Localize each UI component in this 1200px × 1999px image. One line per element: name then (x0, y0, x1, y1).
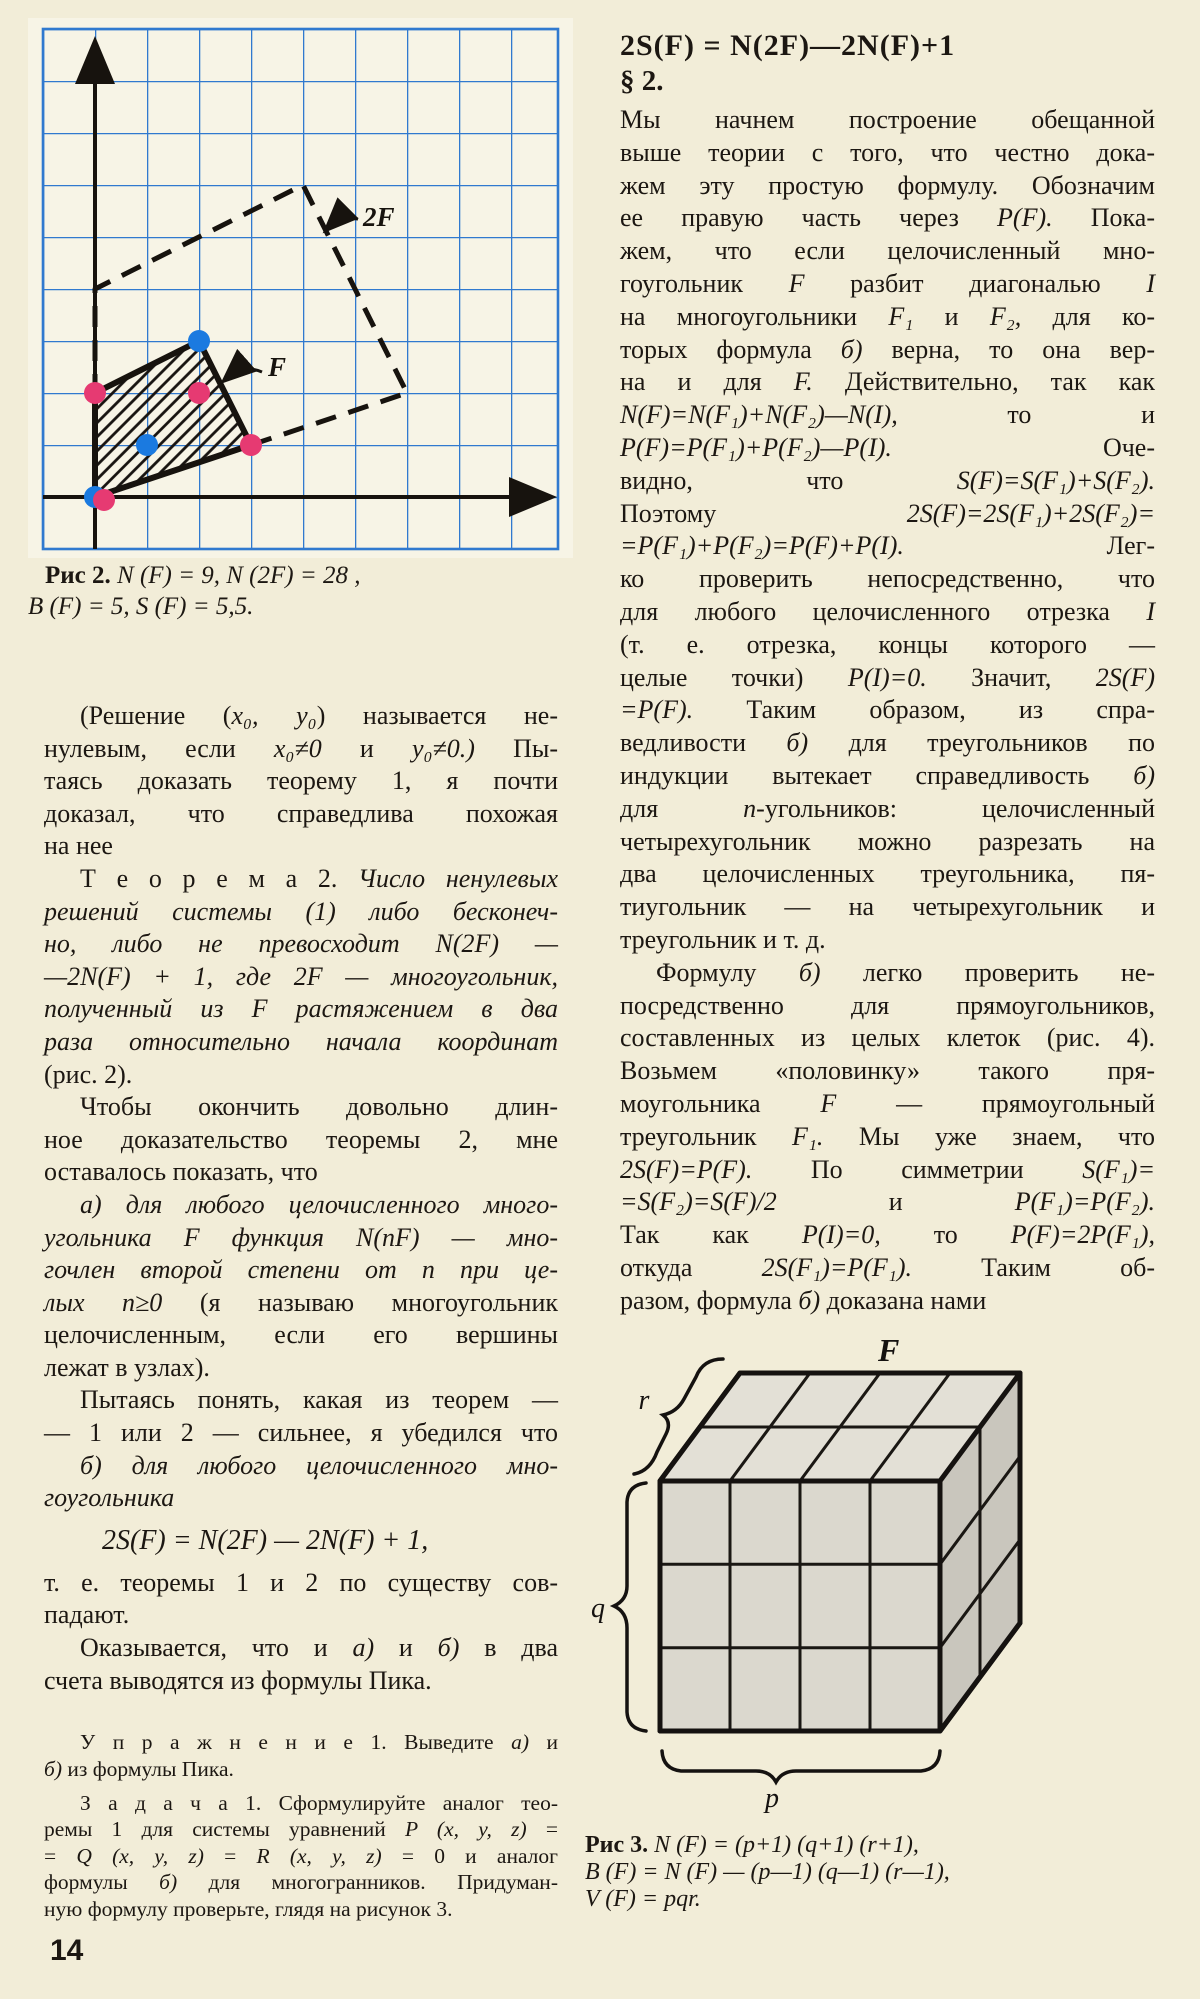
text-line: (т. е. отрезка, концы которого — (620, 629, 1155, 659)
lattice-dot-pink (84, 382, 106, 404)
text-line: тиугольник — на четырехугольник и (620, 892, 1155, 922)
text-line: гочлен второй степени от n при це- (44, 1255, 558, 1285)
text-line: для n-угольников: целочисленный (620, 793, 1155, 823)
text-line: —2N(F) + 1, где 2F — многоугольник, (44, 961, 558, 991)
text-line: т. е. теоремы 1 и 2 по существу сов- (44, 1567, 558, 1597)
text-line: б) для любого целочисленного мно- (80, 1450, 558, 1480)
text-line: доказал, что справедлива похожая (44, 798, 558, 828)
text-line: два целочисленных треугольника, пя- (620, 859, 1155, 889)
text-line: видно, что S(F)=S(F₁)+S(F₂). (620, 465, 1155, 495)
label-p: p (765, 1783, 779, 1814)
text-line: 2S(F)=P(F). По симметрии S(F₁)= (620, 1154, 1155, 1184)
text-line: (рис. 2). (44, 1059, 133, 1089)
text-line: посредственно для прямоугольников, (620, 990, 1155, 1020)
text-line: ное доказательство теоремы 2, мне (44, 1124, 558, 1154)
right-column (620, 28, 1155, 1317)
text-line: гоугольника (44, 1483, 175, 1513)
text-line: =S(F₂)=S(F)/2 и P(F₁)=P(F₂). (620, 1187, 1155, 1217)
text-line: на нее (44, 831, 113, 861)
text-line: B (F) = 5, S (F) = 5,5. (28, 593, 254, 620)
text-line: лых n≥0 (я называю многоугольник (44, 1287, 558, 1317)
text-line: таясь доказать теорему 1, я почти (44, 766, 558, 796)
text-line: торых формула б) верна, то она вер- (620, 334, 1155, 364)
p-brace (662, 1751, 940, 1782)
text-line: но, либо не превосходит N(2F) — (44, 929, 558, 959)
figure-3-caption (585, 1832, 1160, 1913)
text-line: для любого целочисленного отрезка I (620, 596, 1155, 626)
page-number: 14 (50, 1934, 84, 1967)
text-line: Мы начнем построение обещанной (620, 105, 1155, 134)
text-line: Так как P(I)=0, то P(F)=2P(F₁), (620, 1220, 1155, 1250)
text-line: выше теории с того, что честно дока- (620, 137, 1155, 167)
text-line: Рис 3. N (F) = (p+1) (q+1) (r+1), (585, 1832, 919, 1858)
exercises-block (44, 1729, 558, 1922)
left-column (44, 700, 558, 1922)
text-line: У п р а ж н е н и е 1. Выведите а) и (80, 1730, 558, 1755)
label-f: F (268, 352, 287, 382)
text-line: Возьмем «половинку» такого пря- (620, 1056, 1155, 1086)
text-line: =P(F). Таким образом, из спра- (620, 695, 1155, 725)
text-line: (Решение (x₀, y₀) называется не- (80, 701, 558, 730)
lattice-dot-blue (188, 330, 210, 352)
text-line: 2S(F) = N(2F) — 2N(F) + 1, (102, 1524, 429, 1556)
text-line: оставалось показать, что (44, 1157, 318, 1187)
text-line: откуда 2S(F₁)=P(F₁). Таким об- (620, 1252, 1155, 1282)
right-column-body (620, 104, 1155, 1317)
text-line: Формулу б) легко проверить не- (656, 957, 1155, 987)
text-line: ее правую часть через P(F). Пока- (620, 203, 1155, 233)
label-q: q (591, 1593, 605, 1624)
text-line: N(F)=N(F₁)+N(F₂)—N(I), то и (620, 400, 1155, 430)
text-line: ведливости б) для треугольников по (620, 728, 1155, 758)
text-line: моугольника F — прямоугольный (620, 1088, 1155, 1118)
left-column-body (44, 700, 558, 1697)
text-line: жем эту простую формулу. Обозначим (620, 170, 1155, 200)
lattice-dot-blue (136, 434, 158, 456)
figure-2 (28, 18, 573, 558)
label-2f: 2F (363, 202, 395, 232)
text-line: четырехугольник можно разрезать на (620, 826, 1155, 856)
text-line: раза относительно начала координат (44, 1026, 558, 1056)
text-line: = Q (x, y, z) = R (x, y, z) = 0 и аналог (44, 1843, 558, 1868)
lattice-dot-pink (240, 434, 262, 456)
text-line: целые точки) P(I)=0. Значит, 2S(F) (620, 662, 1155, 692)
text-line: на многоугольники F₁ и F₂, для ко- (620, 301, 1156, 331)
text-line: жем, что если целочисленный мно- (620, 236, 1155, 266)
text-line: B (F) = N (F) — (p—1) (q—1) (r—1), (585, 1859, 950, 1885)
figure-3 (560, 1335, 1060, 1815)
text-line: треугольник и т. д. (620, 924, 826, 954)
text-line: падают. (44, 1600, 130, 1630)
text-line: Оказывается, что и а) и б) в два (80, 1633, 558, 1663)
text-line: Т е о р е м а 2. Число ненулевых (80, 863, 558, 893)
section-heading: § 2. (620, 65, 664, 97)
text-line: З а д а ч а 1. Сформулируйте аналог тео- (80, 1791, 558, 1816)
text-line: Рис 2. N (F) = 9, N (2F) = 28 , (45, 562, 361, 589)
label-r: r (638, 1385, 650, 1416)
text-line: счета выводятся из формулы Пика. (44, 1665, 432, 1695)
text-line: на и для F. Действительно, так как (620, 367, 1156, 397)
lattice-dot-pink (93, 489, 115, 511)
text-line: составленных из целых клеток (рис. 4). (620, 1023, 1155, 1053)
q-brace (614, 1483, 646, 1731)
text-line: решений системы (1) либо бесконеч- (44, 896, 558, 926)
text-line: б) из формулы Пика. (44, 1756, 234, 1781)
lattice-dot-pink (188, 382, 210, 404)
text-line: гоугольник F разбит диагональю I (620, 268, 1156, 298)
text-line: разом, формула б) доказана нами (620, 1285, 987, 1315)
text-line: Пытаясь понять, какая из теорем — (80, 1385, 558, 1415)
running-formula-heading: 2S(F) = N(2F)—2N(F)+1 (620, 29, 956, 62)
text-line: V (F) = pqr. (585, 1886, 701, 1912)
text-line: угольника F функция N(nF) — мно- (44, 1222, 558, 1252)
text-line: а) для любого целочисленного много- (80, 1189, 558, 1219)
text-line: P(F)=P(F₁)+P(F₂)—P(I). Оче- (620, 432, 1155, 462)
figure-2-caption (28, 560, 498, 622)
text-line: нулевым, если x₀≠0 и y₀≠0.) Пы- (44, 733, 559, 763)
text-line: ную формулу проверьте, глядя на рисунок 3. (44, 1896, 453, 1921)
text-line: ко проверить непосредственно, что (620, 564, 1155, 594)
text-line: треугольник F₁. Мы уже знаем, что (620, 1121, 1156, 1151)
text-line: =P(F₁)+P(F₂)=P(F)+P(I). Лег- (620, 531, 1155, 561)
text-line: индукции вытекает справедливость б) (620, 760, 1155, 790)
text-line: формулы б) для многогранников. Придуман- (44, 1870, 558, 1895)
text-line: — 1 или 2 — сильнее, я убедился что (44, 1418, 558, 1448)
text-line: лежат в узлах). (44, 1352, 210, 1382)
text-line: ремы 1 для системы уравнений P (x, y, z) = (44, 1817, 558, 1842)
text-line: Чтобы окончить довольно длин- (80, 1092, 558, 1122)
text-line: Поэтому 2S(F)=2S(F₁)+2S(F₂)= (620, 498, 1155, 528)
label-cube-f: F (878, 1335, 900, 1368)
text-line: полученный из F растяжением в два (44, 994, 558, 1024)
text-line: целочисленным, если его вершины (44, 1320, 558, 1350)
